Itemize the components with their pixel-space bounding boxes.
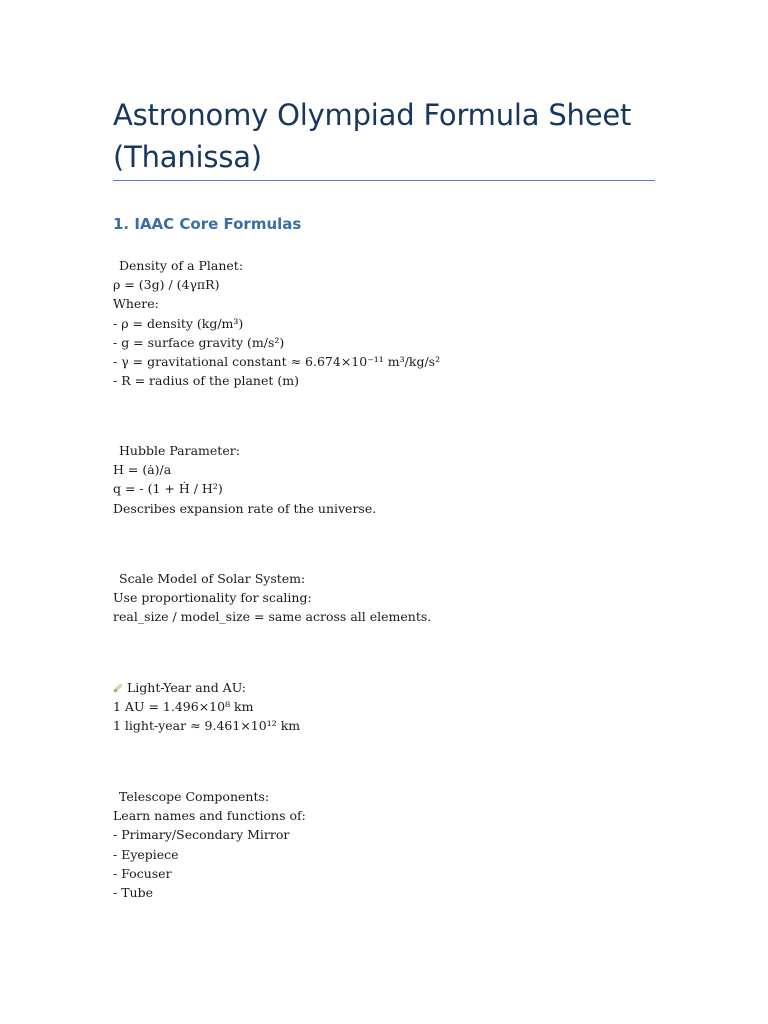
variable-g: - g = surface gravity (m/s²)	[113, 334, 285, 350]
document-title: Astronomy Olympiad Formula Sheet (Thanissa)	[113, 98, 632, 174]
scale-model-block	[113, 569, 658, 627]
component-focuser: - Focuser	[113, 865, 172, 881]
where-label: Where:	[113, 296, 159, 312]
density-formula: ρ = (3g) / (4γπR)	[113, 277, 220, 293]
hubble-description: Describes expansion rate of the universe.	[113, 500, 377, 516]
component-tube: - Tube	[113, 884, 153, 900]
light-year-heading: Light-Year and AU:	[127, 680, 246, 695]
variable-gamma: - γ = gravitational constant ≈ 6.674×10⁻¹¹ m³/kg/s²	[113, 353, 441, 369]
variable-r: - R = radius of the planet (m)	[113, 373, 299, 389]
title-underline	[113, 180, 655, 181]
scale-model-heading: Scale Model of Solar System:	[119, 571, 306, 586]
light-year-value: 1 light-year ≈ 9.461×10¹² km	[113, 718, 301, 734]
variable-rho: - ρ = density (kg/m³)	[113, 315, 244, 331]
density-block	[113, 256, 658, 390]
deceleration-formula: q = - (1 + Ḣ / H²)	[113, 481, 223, 497]
section-heading: 1. IAAC Core Formulas	[113, 215, 302, 233]
component-eyepiece: - Eyepiece	[113, 846, 179, 862]
hubble-heading: Hubble Parameter:	[119, 443, 240, 458]
telescope-heading: Telescope Components:	[119, 789, 270, 804]
au-value: 1 AU = 1.496×10⁸ km	[113, 699, 254, 715]
light-year-heading-row	[113, 678, 658, 697]
light-year-block	[113, 678, 658, 736]
telescope-block	[113, 787, 658, 902]
hubble-block	[113, 441, 658, 518]
scale-model-text: Use proportionality for scaling:	[113, 590, 312, 606]
component-mirror: - Primary/Secondary Mirror	[113, 827, 290, 843]
comet-icon	[113, 683, 123, 693]
density-heading: Density of a Planet:	[119, 258, 244, 273]
scale-model-formula: real_size / model_size = same across all elements.	[113, 609, 432, 625]
hubble-formula: H = (ȧ)/a	[113, 462, 172, 478]
telescope-intro: Learn names and functions of:	[113, 808, 306, 824]
